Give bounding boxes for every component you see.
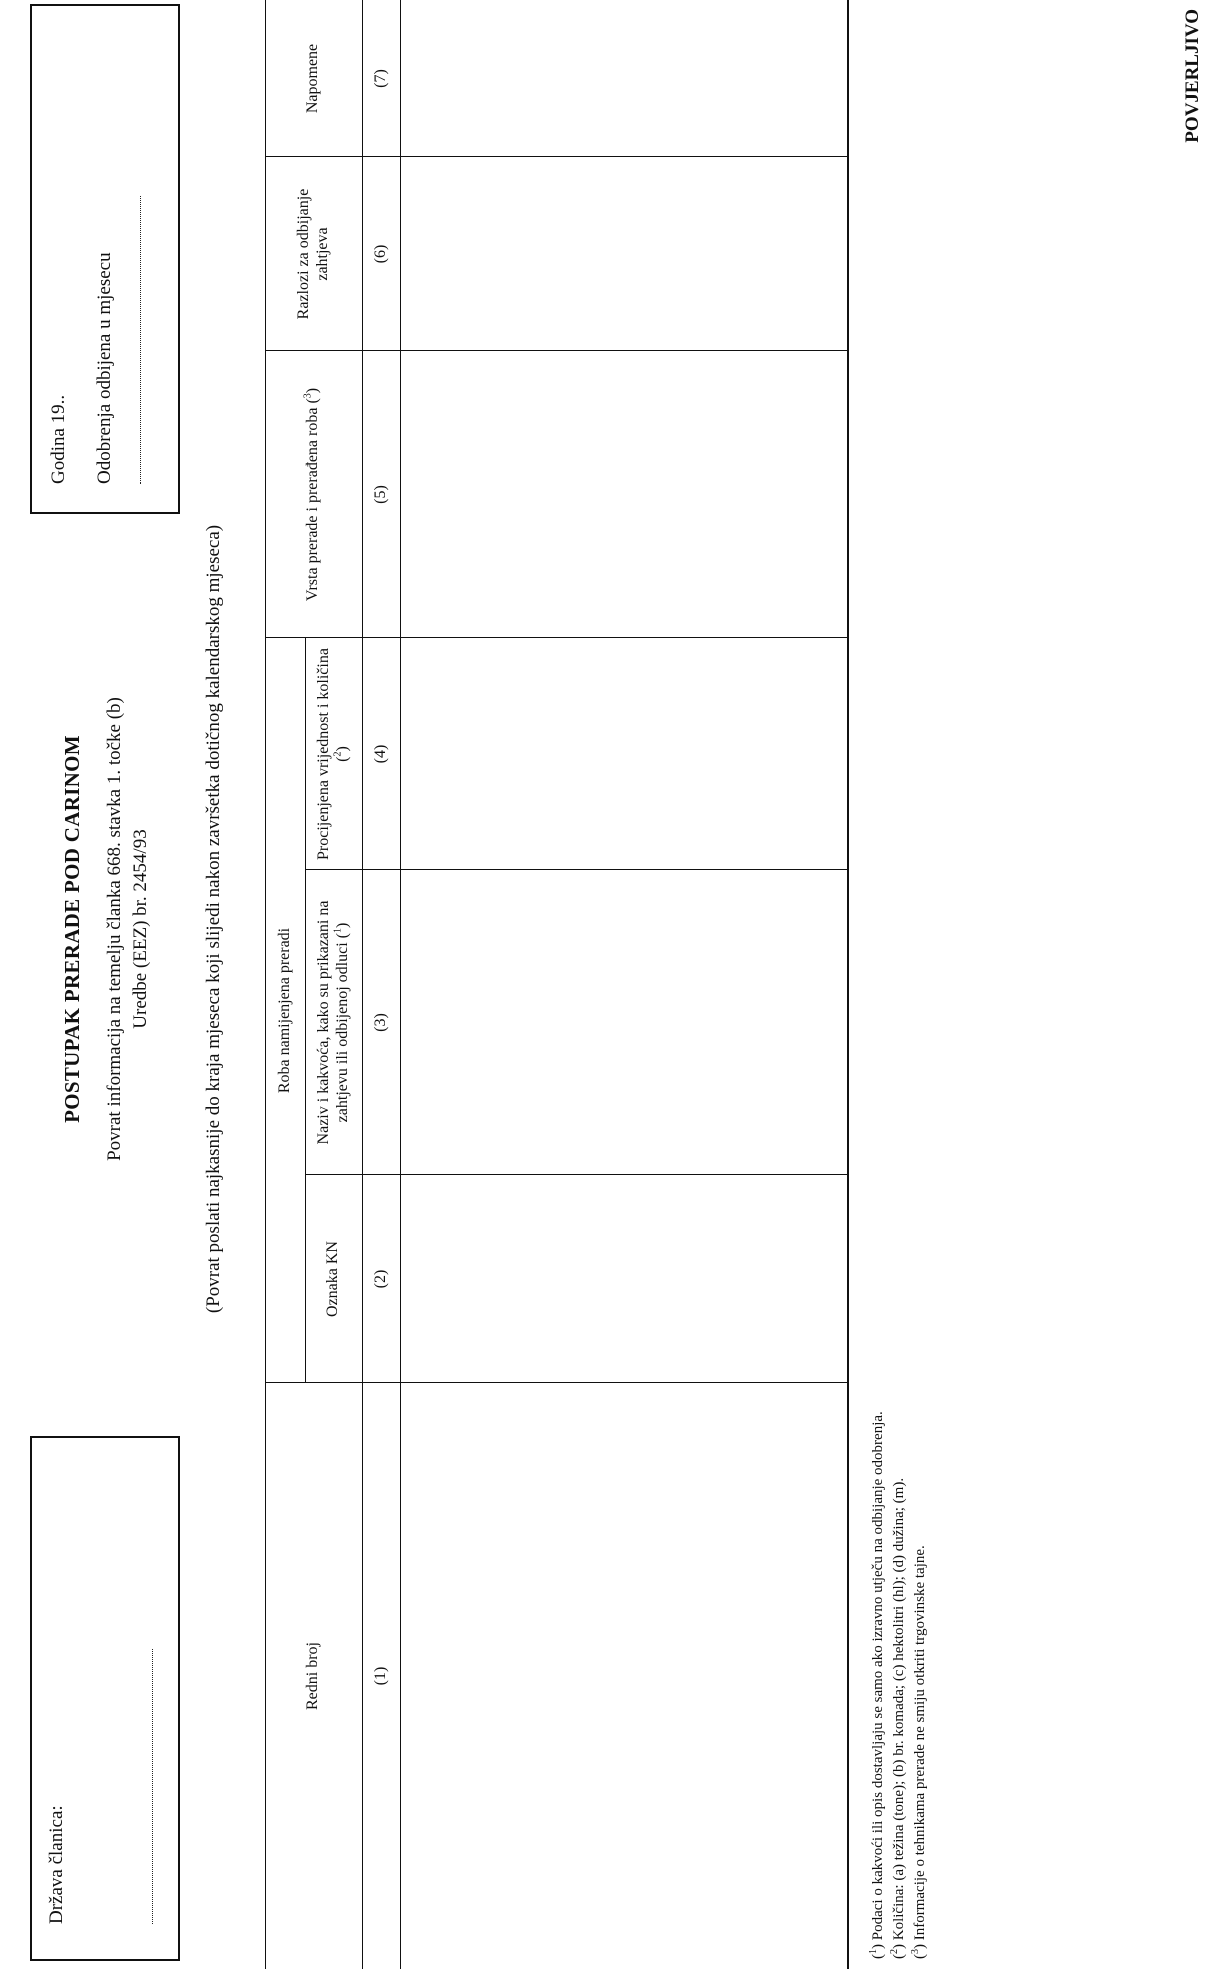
confidential-label: POVJERLJIVO: [1182, 9, 1203, 143]
column-number-2: (2): [371, 1269, 389, 1289]
page-title: POSTUPAK PRERADE POD CARINOM: [60, 735, 84, 1123]
footnotes: [868, 459, 931, 1959]
column-number-7: (7): [371, 69, 389, 88]
column-header-2: Oznaka KN: [324, 1241, 342, 1317]
column-number-4: (4): [371, 744, 389, 764]
column-header-6: Razlozi za odbijanje zahtjeva: [295, 188, 331, 320]
page-subtitle-line1: Povrat informacija na temelju članka 668. stavka 1. točke (b): [104, 697, 125, 1161]
column-header-7: Napomene: [304, 43, 322, 114]
footnote-2: ($^2$) Količina: (a) težina (tone); (b) br. komada; (c) hektolitri (hl); (d) dužina; (m).: [889, 1477, 907, 1959]
column-header-3: Naziv i kakvoća, kako su prikazani na zahtjevu ili odbijenoj odluci ($^1$): [315, 900, 351, 1145]
column-number-6: (6): [371, 244, 389, 264]
column-number-5: (5): [371, 485, 389, 504]
table-body-empty-area: [401, 0, 846, 1969]
page-subtitle-line2: Uredbe (EEZ) br. 2454/93: [130, 829, 151, 1029]
column-number-3: (3): [371, 1013, 389, 1032]
refused-month-label: Odobrenja odbijena u mjesecu: [94, 252, 115, 484]
footnote-3: ($^3$) Informacije o tehnikama prerade ne smiju otkriti trgovinske tajne.: [910, 1545, 928, 1959]
column-header-5: Vrsta prerade i prerađena roba ($^3$): [302, 387, 322, 602]
instruction-text: (Povrat poslati najkasnije do kraja mjeseca koji slijedi nakon završetka dotičnog kalendarskog mjeseca): [203, 524, 224, 1314]
table-bottom-border: [847, 0, 849, 1969]
year-label: Godina 19..: [48, 394, 69, 484]
footnote-1: ($^1$) Podaci o kakvoći ili opis dostavljaju se samo ako izravno utječu na odbijanje odobrenja.: [868, 1411, 886, 1959]
column-header-1: Redni broj: [304, 1642, 322, 1710]
column-number-1: (1): [371, 1666, 389, 1686]
member-state-label: Država članica:: [46, 1805, 67, 1924]
column-header-4: Procijenjena vrijednost i količina ($^2$): [315, 648, 351, 860]
goods-group-header: Roba namijenjena preradi: [275, 927, 293, 1094]
